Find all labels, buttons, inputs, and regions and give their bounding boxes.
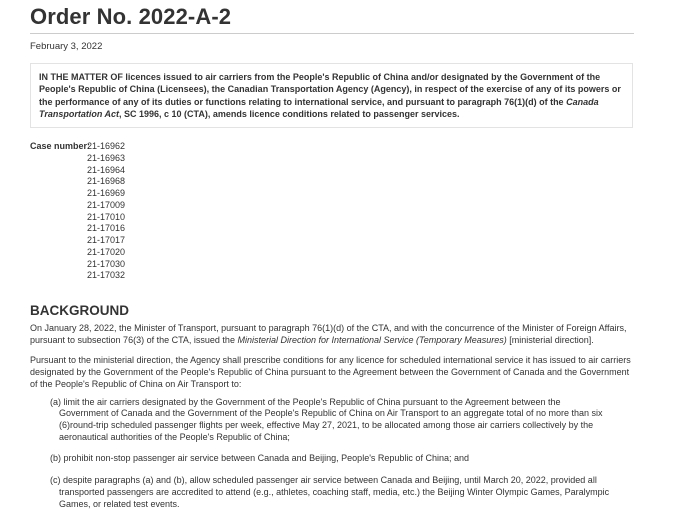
condition-item-text: (a) limit the air carriers designated by the Government of the People's Republic of China pursuant to the Agreement between the Government of Canada and the Government of the People's Republic of China on Air Transport to an aggregate total of no more than six (6)round-trip scheduled passenger flights per week, effective May 27, 2021, to be allocated among those air carriers collectively by the aeronautical authorities of the People's Republic of China; [50, 396, 603, 442]
condition-item [50, 475, 610, 510]
condition-item [50, 397, 610, 444]
paragraph-1-text-a: On January 28, 2022, the Minister of Transport, pursuant to paragraph 76(1)(d) of the CTA, and with the concurrence of the Minister of Foreign Affairs, pursuant to subsection 76(3) of the CTA, issued the [30, 323, 627, 346]
ministerial-direction-title: Ministerial Direction for International Service (Temporary Measures) [237, 335, 507, 346]
background-paragraph-1 [30, 322, 634, 347]
condition-item [50, 453, 610, 465]
order-date: February 3, 2022 [30, 41, 103, 52]
condition-item-text: (b) prohibit non-stop passenger air service between Canada and Beijing, People's Republic of China; and [50, 453, 469, 464]
background-paragraph-2: Pursuant to the ministerial direction, the Agency shall prescribe conditions for any licence for scheduled international service it has issued to air carriers designated by the Government of the People's Republic of China pursuant to the Agreement between the Government of Canada and the Government of the People's Republic of China on Air Transport to: [30, 354, 631, 390]
case-number-item: 21-17010 [87, 211, 126, 222]
case-number-label: Case number: [30, 141, 91, 152]
case-number-item: 21-16962 [87, 141, 126, 152]
case-number-list [87, 141, 125, 282]
page-title: Order No. 2022-A-2 [30, 4, 232, 29]
case-number-item: 21-16964 [87, 164, 126, 175]
case-number-item: 21-16968 [87, 176, 126, 187]
case-number-item: 21-17032 [87, 270, 126, 281]
case-number-item: 21-17020 [87, 246, 126, 257]
title-divider [30, 33, 634, 34]
matter-tail: , SC 1996, c 10 (CTA), amends licence conditions related to passenger services. [119, 108, 460, 119]
case-number-item: 21-17009 [87, 199, 126, 210]
matter-lead: IN THE MATTER OF licences issued to air carriers from the People's Republic of China and/or designated by the Government of the People's Republic of China (Licensees), the Canadian Transportation Agency (Agency), in respect of the exercise of any of its powers or the performance of any of its duties or functions relating to international service, and pursuant to paragraph 76(1)(d) of the [39, 72, 621, 107]
case-number-item: 21-17017 [87, 235, 126, 246]
matter-box [30, 63, 633, 128]
case-number-item: 21-16963 [87, 152, 126, 163]
case-numbers [30, 141, 700, 282]
matter-act-title: Canada Transportation Act [39, 96, 599, 119]
paragraph-1-text-b: [ministerial direction]. [506, 335, 594, 346]
case-number-item: 21-17030 [87, 258, 126, 269]
condition-list [50, 397, 610, 510]
case-number-item: 21-17016 [87, 223, 126, 234]
case-number-item: 21-16969 [87, 188, 126, 199]
background-heading: BACKGROUND [30, 303, 129, 319]
condition-item-text: (c) despite paragraphs (a) and (b), allow scheduled passenger air service between Canada and Beijing, until March 20, 2022, provided all transported passengers are accredited to attend (e.g., athletes, coaching staff, media, etc.) the Beijing Winter Olympic Games, Paralympic Games, or related test events. [50, 475, 610, 509]
